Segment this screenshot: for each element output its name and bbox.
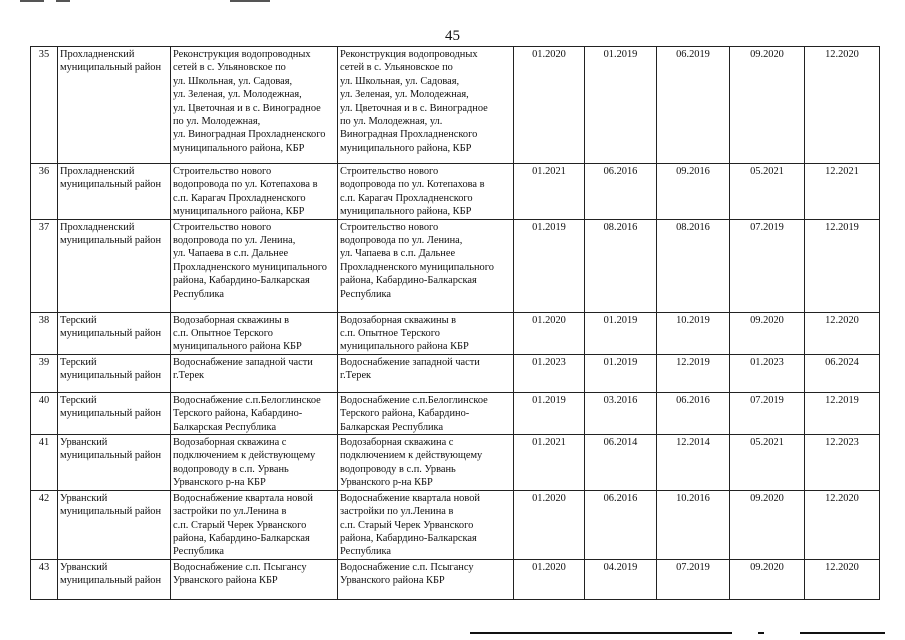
object-text: Водоснабжение с.п.Белоглинское Терского района, Кабардино- Балкарская Республика [173, 394, 321, 433]
date-cell-3: 08.2016 [657, 219, 730, 312]
date-cell-3: 12.2014 [657, 435, 730, 491]
description-text: Водоснабжение квартала новой застройки по ул.Ленина в с.п. Старый Черек Урванского района, Кабардино-Балкарская Республика [340, 492, 480, 558]
object-cell [171, 354, 338, 392]
district-text: Урванский муниципальный район [60, 437, 162, 462]
date-cell-3: 09.2016 [657, 164, 730, 220]
table-row [31, 164, 880, 220]
date-cell-4: 07.2019 [730, 392, 805, 434]
date-cell-5: 12.2019 [805, 219, 880, 312]
table-body [31, 47, 880, 600]
description-cell [338, 164, 514, 220]
date-cell-2: 01.2019 [585, 354, 657, 392]
date-cell-4: 09.2020 [730, 47, 805, 164]
date-cell-4: 09.2020 [730, 490, 805, 559]
date-cell-4: 09.2020 [730, 312, 805, 354]
date-cell-4: 05.2021 [730, 435, 805, 491]
object-cell [171, 312, 338, 354]
date-cell-2: 06.2016 [585, 164, 657, 220]
description-cell [338, 490, 514, 559]
object-text: Водоснабжение с.п. Псыгансу Урванского района КБР [173, 561, 307, 587]
district-cell [58, 312, 171, 354]
district-text: Прохладненский муниципальный район [60, 221, 162, 247]
description-text: Водозаборная скважины в с.п. Опытное Терского муниципального района КБР [340, 314, 469, 353]
footer-rule [0, 632, 905, 636]
scan-artifact [20, 0, 320, 6]
date-cell-5: 12.2023 [805, 435, 880, 491]
object-cell [171, 490, 338, 559]
description-text: Реконструкция водопроводных сетей в с. Ульяновское по ул. Школьная, ул. Садовая, ул. Зеленая, ул. Молодежная, ул. Цветочная и в с. Виноградное по ул. Молодежная, ул. Виноградная Прохладненского муниципального района, КБР [340, 49, 488, 154]
date-cell-5: 12.2020 [805, 47, 880, 164]
object-text: Водозаборная скважина с подключением к действующему водопроводу в с.п. Урвань Урванского р-на КБР [173, 437, 316, 489]
date-cell-1: 01.2019 [514, 219, 585, 312]
description-cell [338, 47, 514, 164]
district-text: Урванский муниципальный район [60, 492, 162, 518]
date-cell-5: 12.2020 [805, 490, 880, 559]
district-cell [58, 392, 171, 434]
row-number: 36 [31, 164, 58, 220]
district-text: Урванский муниципальный район [60, 561, 162, 587]
date-cell-3: 12.2019 [657, 354, 730, 392]
district-cell [58, 47, 171, 164]
row-number: 41 [31, 435, 58, 491]
description-cell [338, 435, 514, 491]
date-cell-4: 09.2020 [730, 559, 805, 599]
date-cell-2: 03.2016 [585, 392, 657, 434]
date-cell-2: 06.2014 [585, 435, 657, 491]
object-cell [171, 392, 338, 434]
description-text: Водоснабжение с.п.Белоглинское Терского района, Кабардино- Балкарская Республика [340, 394, 488, 433]
row-number: 40 [31, 392, 58, 434]
district-text: Терский муниципальный район [60, 314, 162, 340]
table-row [31, 219, 880, 312]
description-text: Строительство нового водопровода по ул. Котепахова в с.п. Карагач Прохладненского муниципального района, КБР [340, 166, 485, 218]
date-cell-1: 01.2021 [514, 164, 585, 220]
date-cell-3: 06.2016 [657, 392, 730, 434]
district-cell [58, 490, 171, 559]
date-cell-1: 01.2020 [514, 559, 585, 599]
date-cell-4: 07.2019 [730, 219, 805, 312]
date-cell-1: 01.2021 [514, 435, 585, 491]
row-number: 35 [31, 47, 58, 164]
date-cell-2: 04.2019 [585, 559, 657, 599]
object-text: Строительство нового водопровода по ул. Ленина, ул. Чапаева в с.п. Дальнее Прохладненского муниципального района, Кабардино-Балкарская Республика [173, 221, 327, 300]
object-cell [171, 47, 338, 164]
district-text: Прохладненский муниципальный район [60, 49, 162, 74]
date-cell-1: 01.2019 [514, 392, 585, 434]
date-cell-1: 01.2020 [514, 490, 585, 559]
date-cell-3: 10.2016 [657, 490, 730, 559]
district-cell [58, 164, 171, 220]
date-cell-3: 10.2019 [657, 312, 730, 354]
object-text: Водозаборная скважины в с.п. Опытное Терского муниципального района КБР [173, 314, 302, 353]
table-row [31, 47, 880, 164]
date-cell-5: 12.2020 [805, 559, 880, 599]
date-cell-3: 07.2019 [657, 559, 730, 599]
district-cell [58, 435, 171, 491]
object-text: Строительство нового водопровода по ул. Котепахова в с.п. Карагач Прохладненского муниципального района, КБР [173, 166, 318, 218]
description-text: Водоснабжение с.п. Псыгансу Урванского района КБР [340, 561, 474, 587]
date-cell-1: 01.2020 [514, 47, 585, 164]
description-cell [338, 559, 514, 599]
description-cell [338, 312, 514, 354]
description-text: Водозаборная скважина с подключением к действующему водопроводу в с.п. Урвань Урванского р-на КБР [340, 437, 483, 489]
object-text: Водоснабжение квартала новой застройки по ул.Ленина в с.п. Старый Черек Урванского района, Кабардино-Балкарская Республика [173, 492, 313, 558]
date-cell-1: 01.2020 [514, 312, 585, 354]
date-cell-2: 06.2016 [585, 490, 657, 559]
object-text: Водоснабжение западной части г.Терек [173, 356, 313, 382]
object-text: Реконструкция водопроводных сетей в с. Ульяновское по ул. Школьная, ул. Садовая, ул. Зеленая, ул. Молодежная, ул. Цветочная и в с. Виноградное по ул. Молодежная, ул. Виноградная Прохладненского муниципального района, КБР [173, 49, 326, 154]
date-cell-4: 05.2021 [730, 164, 805, 220]
page-number: 45 [445, 28, 460, 44]
row-number: 42 [31, 490, 58, 559]
district-text: Терский муниципальный район [60, 356, 162, 382]
date-cell-3: 06.2019 [657, 47, 730, 164]
date-cell-5: 12.2019 [805, 392, 880, 434]
object-cell [171, 435, 338, 491]
description-cell [338, 354, 514, 392]
row-number: 37 [31, 219, 58, 312]
table-row [31, 354, 880, 392]
district-text: Терский муниципальный район [60, 394, 162, 420]
row-number: 38 [31, 312, 58, 354]
row-number: 39 [31, 354, 58, 392]
date-cell-1: 01.2023 [514, 354, 585, 392]
district-cell [58, 354, 171, 392]
table-row [31, 435, 880, 491]
date-cell-4: 01.2023 [730, 354, 805, 392]
description-text: Водоснабжение западной части г.Терек [340, 356, 480, 382]
date-cell-2: 08.2016 [585, 219, 657, 312]
table-row [31, 490, 880, 559]
description-text: Строительство нового водопровода по ул. Ленина, ул. Чапаева в с.п. Дальнее Прохладненского муниципального района, Кабардино-Балкарская Республика [340, 221, 494, 300]
projects-table [30, 46, 880, 600]
date-cell-2: 01.2019 [585, 312, 657, 354]
table-row [31, 392, 880, 434]
table-row [31, 559, 880, 599]
district-cell [58, 219, 171, 312]
table-row [31, 312, 880, 354]
date-cell-5: 12.2020 [805, 312, 880, 354]
object-cell [171, 559, 338, 599]
object-cell [171, 164, 338, 220]
date-cell-5: 12.2021 [805, 164, 880, 220]
description-cell [338, 219, 514, 312]
object-cell [171, 219, 338, 312]
date-cell-2: 01.2019 [585, 47, 657, 164]
date-cell-5: 06.2024 [805, 354, 880, 392]
description-cell [338, 392, 514, 434]
district-cell [58, 559, 171, 599]
district-text: Прохладненский муниципальный район [60, 166, 162, 191]
row-number: 43 [31, 559, 58, 599]
